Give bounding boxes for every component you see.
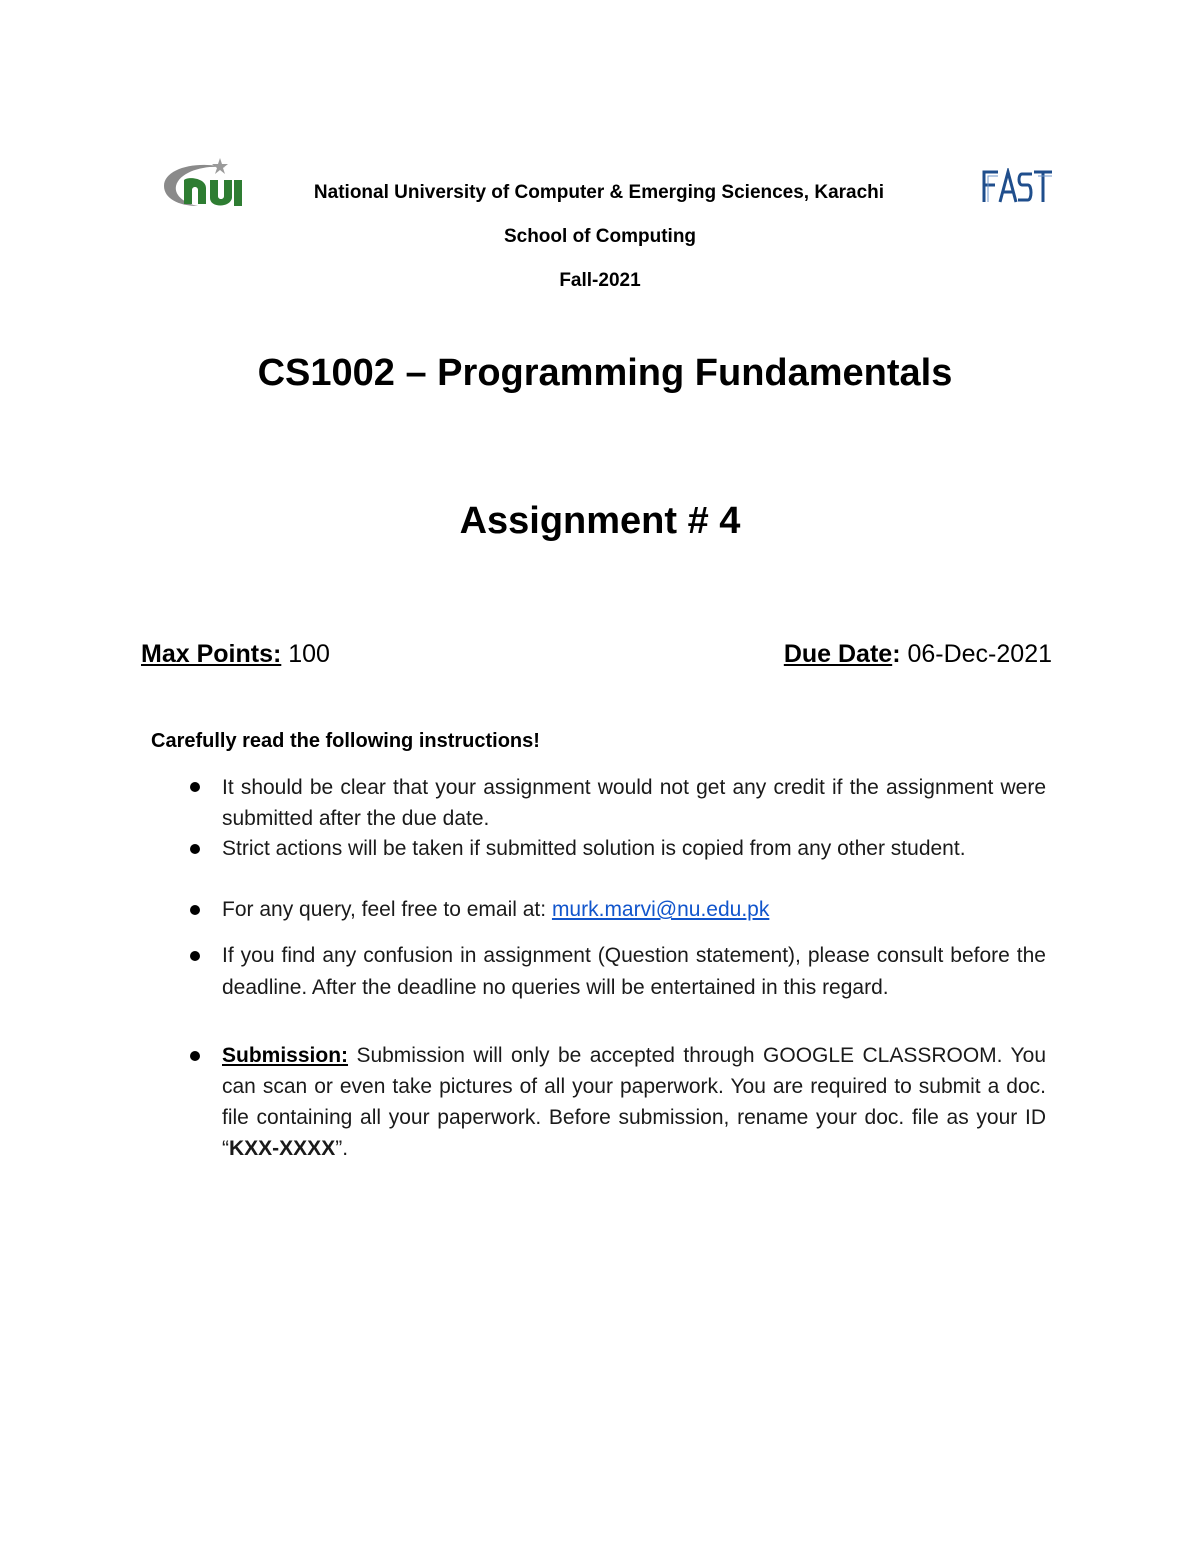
submission-suffix: ”. — [335, 1137, 349, 1160]
due-date-label: Due Date — [783, 640, 893, 668]
bullet-icon — [190, 782, 200, 792]
list-item — [190, 940, 1046, 1004]
list-item-text — [222, 895, 1046, 925]
list-item — [190, 772, 1046, 834]
list-item-text: Strict actions will be taken if submitted solution is copied from any other student. — [222, 837, 966, 860]
instructions-heading: Carefully read the following instructions! — [151, 730, 540, 752]
school-name: School of Computing — [503, 226, 697, 247]
bullet-icon — [190, 844, 200, 854]
submission-text: Submission will only be accepted through GOOGLE CLASSROOM. You can scan or even take pictures of all your paperwork. You are required to submit a doc. file containing all your paperwork. Before submission, rename your doc. file as your ID “ — [222, 1044, 1046, 1160]
due-date — [784, 638, 1052, 670]
assignment-title: Assignment # 4 — [459, 500, 741, 542]
bullet-icon — [190, 1051, 200, 1061]
list-item-text: If you find any confusion in assignment (Question statement), please consult before the deadline. After the deadline no queries will be entertained in this regard. — [222, 944, 1046, 999]
due-date-colon: : — [892, 640, 901, 668]
student-id-format: KXX-XXXX — [229, 1137, 336, 1160]
list-item-text — [222, 1040, 1046, 1164]
list-item — [190, 895, 1046, 925]
bullet-icon — [190, 905, 200, 915]
max-points-value: 100 — [288, 640, 330, 668]
university-name: National University of Computer & Emerging Sciences, Karachi — [313, 182, 885, 203]
term-label: Fall-2021 — [559, 270, 641, 291]
submission-label: Submission: — [222, 1044, 349, 1067]
max-points-label: Max Points: — [141, 640, 282, 668]
list-item — [190, 1040, 1046, 1164]
list-item — [190, 834, 1046, 864]
max-points — [141, 638, 330, 670]
course-title: CS1002 – Programming Fundamentals — [257, 352, 953, 394]
email-link[interactable]: murk.marvi@nu.edu.pk — [551, 898, 770, 921]
bullet-icon — [190, 951, 200, 961]
due-date-value: 06-Dec-2021 — [907, 640, 1052, 668]
email-prefix: For any query, feel free to email at: — [222, 898, 552, 921]
list-item-text: It should be clear that your assignment would not get any credit if the assignment were submitted after the due date. — [222, 776, 1046, 830]
